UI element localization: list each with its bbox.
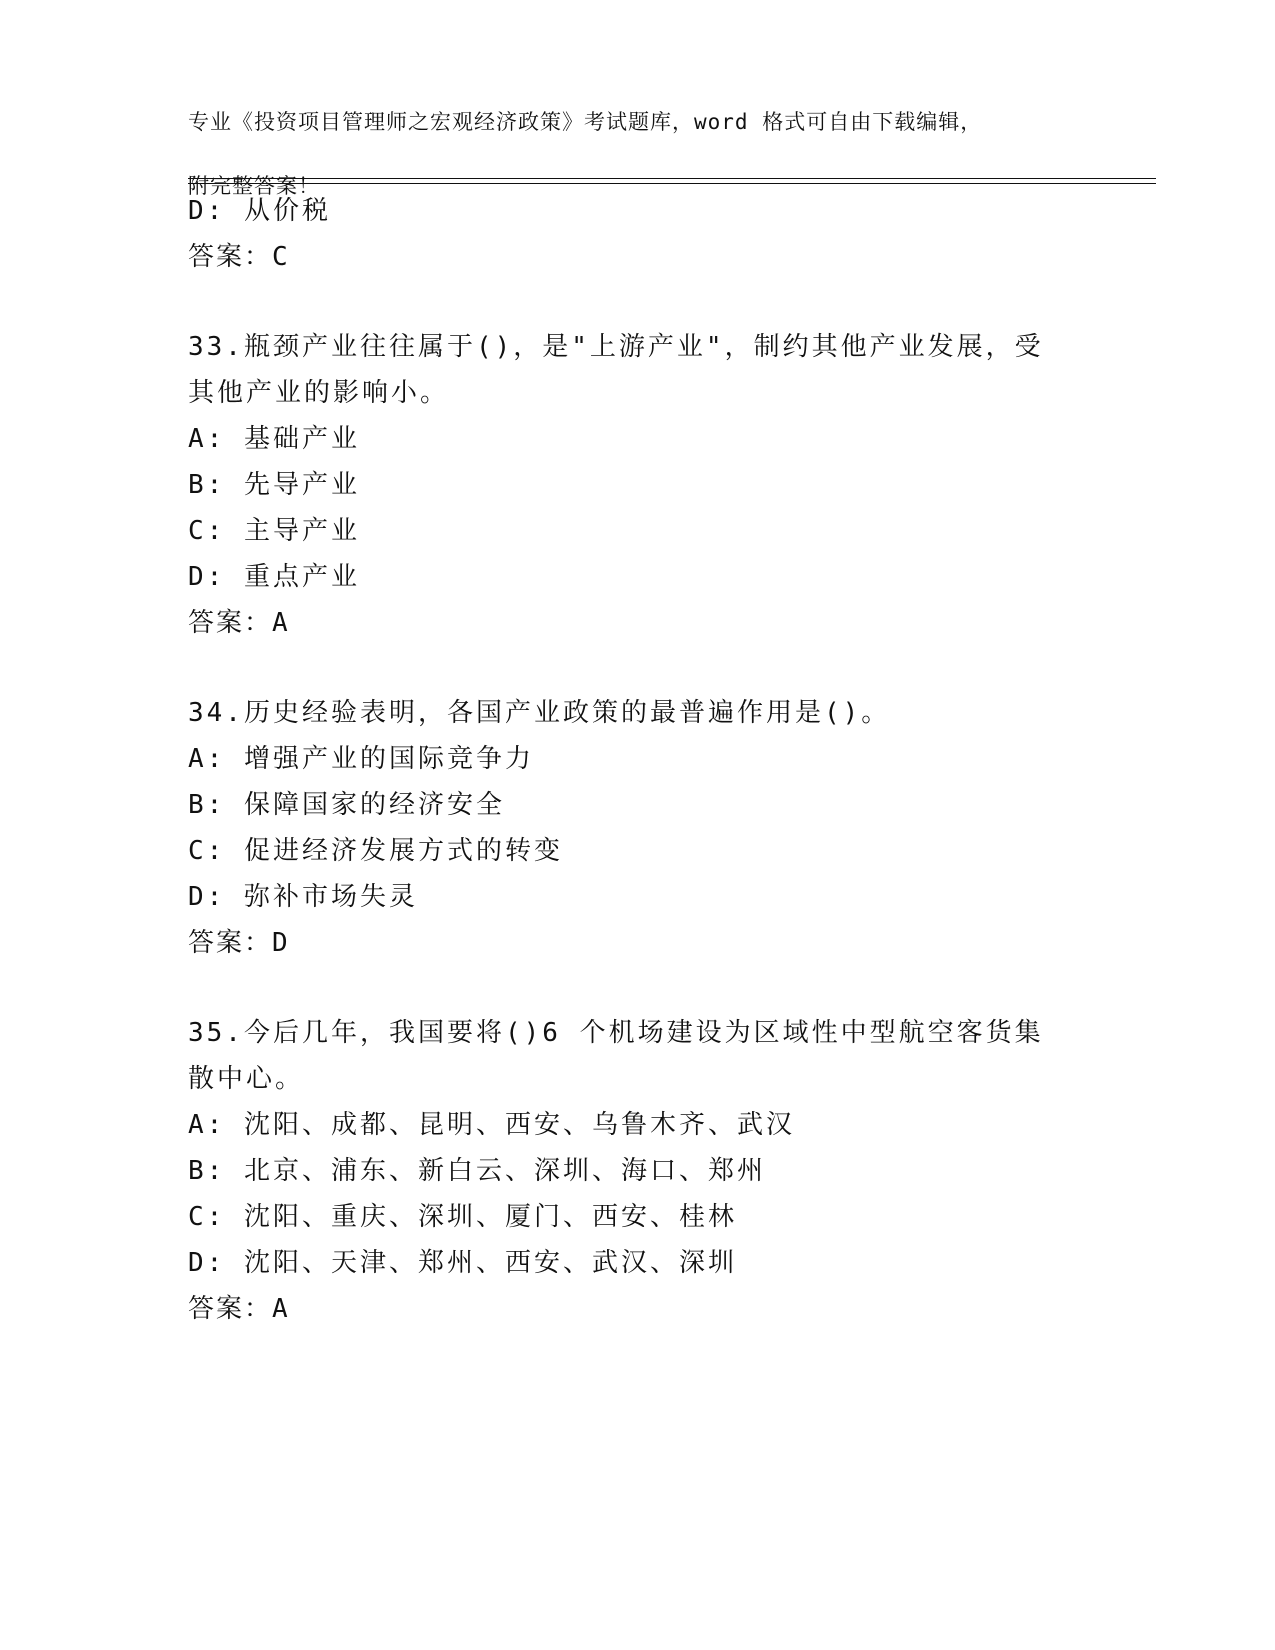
- header-divider-top: [188, 178, 1156, 179]
- option-c: C: 沈阳、重庆、深圳、厦门、西安、桂林: [188, 1202, 737, 1232]
- answer-value: A: [272, 608, 290, 638]
- answer-value: C: [272, 242, 290, 272]
- option-d: D: 从价税: [188, 196, 331, 226]
- question-text: 34.历史经验表明，各国产业政策的最普遍作用是()。: [188, 698, 891, 728]
- option-d: D: 沈阳、天津、郑州、西安、武汉、深圳: [188, 1248, 737, 1278]
- question-text: 33.瓶颈产业往往属于()，是"上游产业"，制约其他产业发展，受其他产业的影响小。: [188, 332, 1044, 408]
- answer-label: 答案：: [188, 242, 273, 272]
- carryover-question: [188, 188, 1088, 280]
- option-a: A: 增强产业的国际竞争力: [188, 744, 534, 774]
- header-line-2: 附完整答案！: [188, 174, 320, 198]
- question-35: [188, 1010, 1088, 1332]
- document-body: [188, 188, 1088, 1376]
- option-b: B: 北京、浦东、新白云、深圳、海口、郑州: [188, 1156, 766, 1186]
- option-d: D: 重点产业: [188, 562, 360, 592]
- answer-label: 答案：: [188, 1294, 273, 1324]
- question-34: [188, 690, 1088, 966]
- option-b: B: 先导产业: [188, 470, 360, 500]
- option-a: A: 基础产业: [188, 424, 360, 454]
- answer-label: 答案：: [188, 928, 273, 958]
- header-divider-bottom: [188, 183, 1156, 184]
- answer-value: A: [272, 1294, 290, 1324]
- question-33: [188, 324, 1088, 646]
- answer-label: 答案：: [188, 608, 273, 638]
- option-a: A: 沈阳、成都、昆明、西安、乌鲁木齐、武汉: [188, 1110, 795, 1140]
- option-b: B: 保障国家的经济安全: [188, 790, 505, 820]
- option-c: C: 主导产业: [188, 516, 360, 546]
- option-d: D: 弥补市场失灵: [188, 882, 418, 912]
- answer-value: D: [272, 928, 290, 958]
- question-text: 35.今后几年，我国要将()6 个机场建设为区域性中型航空客货集散中心。: [188, 1018, 1044, 1094]
- answer-line: [188, 600, 1088, 646]
- option-c: C: 促进经济发展方式的转变: [188, 836, 563, 866]
- header-line-1: 专业《投资项目管理师之宏观经济政策》考试题库，word 格式可自由下载编辑，: [188, 110, 983, 134]
- answer-line: [188, 920, 1088, 966]
- answer-line: [188, 1286, 1088, 1332]
- answer-line: [188, 234, 1088, 280]
